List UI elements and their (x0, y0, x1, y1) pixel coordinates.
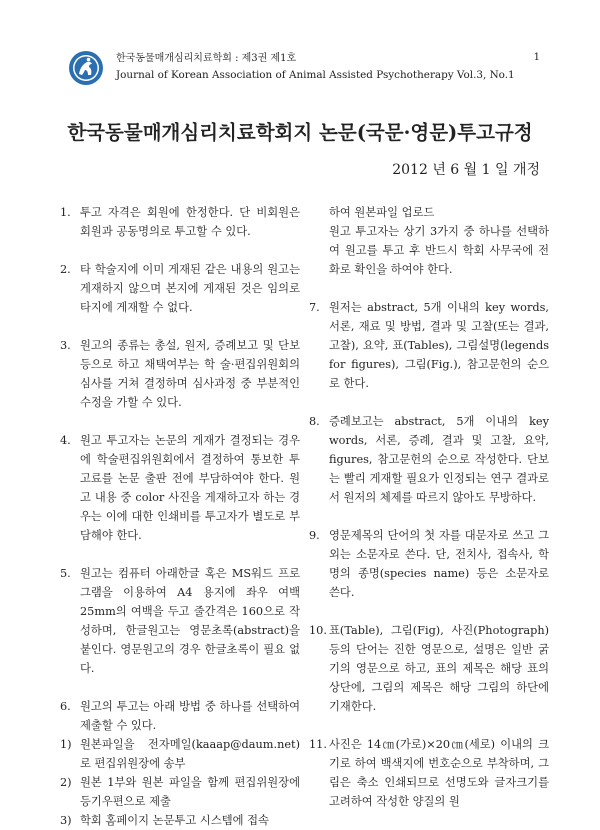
submission-method-item (60, 735, 300, 773)
submission-method-item (60, 773, 300, 811)
sub-text: 학회 홈페이지 논문투고 시스템에 접속 (80, 814, 269, 827)
rule-number: 5. (60, 567, 71, 580)
rule-number: 1. (60, 206, 71, 219)
rule-text: 증례보고는 abstract, 5개 이내의 key words, 서론, 증례, 결과 및 고찰, 요약, figures, 참고문헌의 순으로 작성한다. 단보는 빨리 게재할 필요가 인정되는 연구 결과로서 원저의 체제를 따르지 않아도 무방하다. (329, 415, 549, 504)
sub-number: 1) (60, 738, 72, 751)
rule-text: 표(Table), 그림(Fig), 사진(Photograph)등의 단어는 진한 영문으로, 설명은 일반 굵기의 영문으로 하고, 표의 제목은 해당 표의 상단에, 그림의 제목은 해당 그림의 하단에 기재한다. (329, 624, 549, 713)
rule-continuation: 원고 투고자는 상기 3가지 중 하나를 선택하여 원고를 투고 후 반드시 학회 사무국에 전화로 확인을 하여야 한다. (329, 225, 549, 276)
rule-number: 3. (60, 339, 71, 352)
rule-number: 11. (309, 738, 327, 751)
journal-title-english: Journal of Korean Association of Animal Assisted Psychotherapy Vol.3, No.1 (116, 69, 515, 81)
rule-item (60, 431, 300, 545)
sub-number: 2) (60, 776, 72, 789)
rule-item (309, 412, 549, 507)
rule-number: 10. (309, 624, 327, 637)
rule-item (309, 735, 549, 811)
sub-text: 원본파일을 전자메일(kaaap@daum.net)로 편집위원장에 송부 (80, 738, 300, 770)
page-number: 1 (533, 52, 540, 63)
rule-number: 8. (309, 415, 320, 428)
rule-item (309, 526, 549, 602)
document-title: 한국동물매개심리치료학회지 논문(국문·영문)투고규정 (67, 121, 533, 144)
rule-number: 2. (60, 263, 71, 276)
rule-number: 7. (309, 301, 320, 314)
journal-header (68, 50, 568, 90)
rule-text: 투고 자격은 회원에 한정한다. 단 비회원은 회원과 공동명의로 투고할 수 있다. (80, 206, 300, 238)
rule-item (60, 336, 300, 412)
rule-number: 4. (60, 434, 71, 447)
right-column (309, 203, 549, 811)
rule-text: 원고는 컴퓨터 아래한글 혹은 MS워드 프로그램을 이용하여 A4 용지에 좌우 여백 25mm의 여백을 두고 줄간격은 160으로 작성하며, 한글원고는 영문초록(abstract)을 붙인다. 영문원고의 경우 한글초록이 필요 없다. (80, 567, 300, 675)
rule-item (60, 564, 300, 678)
rule-continuation: 하여 원본파일 업로드 (329, 206, 435, 219)
revision-date: 2012 년 6 월 1 일 개정 (392, 162, 540, 178)
sub-number: 3) (60, 814, 72, 827)
rule-text: 영문제목의 단어의 첫 자를 대문자로 쓰고 그 외는 소문자로 쓴다. 단, 전치사, 접속사, 학명의 종명(species name) 등은 소문자로 쓴다. (329, 529, 549, 599)
rule-text: 원저는 abstract, 5개 이내의 key words, 서론, 재료 및 방법, 결과 및 고찰(또는 결과, 고찰), 요약, 표(Tables), 그림설명(legends for figures), 그림(Fig.), 참고문헌의 순으로 한다. (329, 301, 549, 390)
rule-item (309, 298, 549, 393)
society-logo-icon (68, 50, 104, 86)
rule-item (60, 260, 300, 317)
rule-number: 9. (309, 529, 320, 542)
journal-title-korean: 한국동물매개심리치료학회 : 제3권 제1호 (116, 53, 297, 64)
rule-item (60, 203, 300, 241)
rule-text: 원고 투고자는 논문의 게재가 결정되는 경우에 학술편집위원회에서 결정하여 통보한 투고료를 논문 출판 전에 부담하여야 한다. 원고 내용 중 color 사진을 게재하고자 하는 경우는 이에 대한 인쇄비를 투고자가 별도로 부담해야 한다. (80, 434, 300, 542)
sub-text: 원본 1부와 원본 파일을 함께 편집위원장에 등기우편으로 제출 (80, 776, 300, 808)
rule-text: 사진은 14㎝(가로)×20㎝(세로) 이내의 크기로 하여 백색지에 번호순으로 부착하며, 그림은 축소 인쇄되므로 선명도와 글자크기를 고려하여 작성한 양질의 원 (329, 738, 549, 808)
rule-number: 6. (60, 700, 71, 713)
rule-item (309, 621, 549, 716)
rule-text: 원고의 투고는 아래 방법 중 하나를 선택하여 제출할 수 있다. (80, 700, 300, 732)
left-column (60, 203, 300, 830)
rule-text: 타 학술지에 이미 게재된 같은 내용의 원고는 게재하지 않으며 본지에 게재된 것은 임의로 타지에 게재할 수 없다. (80, 263, 300, 314)
rule-text: 원고의 종류는 총설, 원저, 증례보고 및 단보 등으로 하고 채택여부는 학 술·편집위원회의 심사를 거쳐 결정하며 심사과정 중 부분적인 수정을 가할 수 있다. (80, 339, 300, 409)
rule-item (60, 697, 300, 735)
submission-method-item (60, 811, 300, 830)
